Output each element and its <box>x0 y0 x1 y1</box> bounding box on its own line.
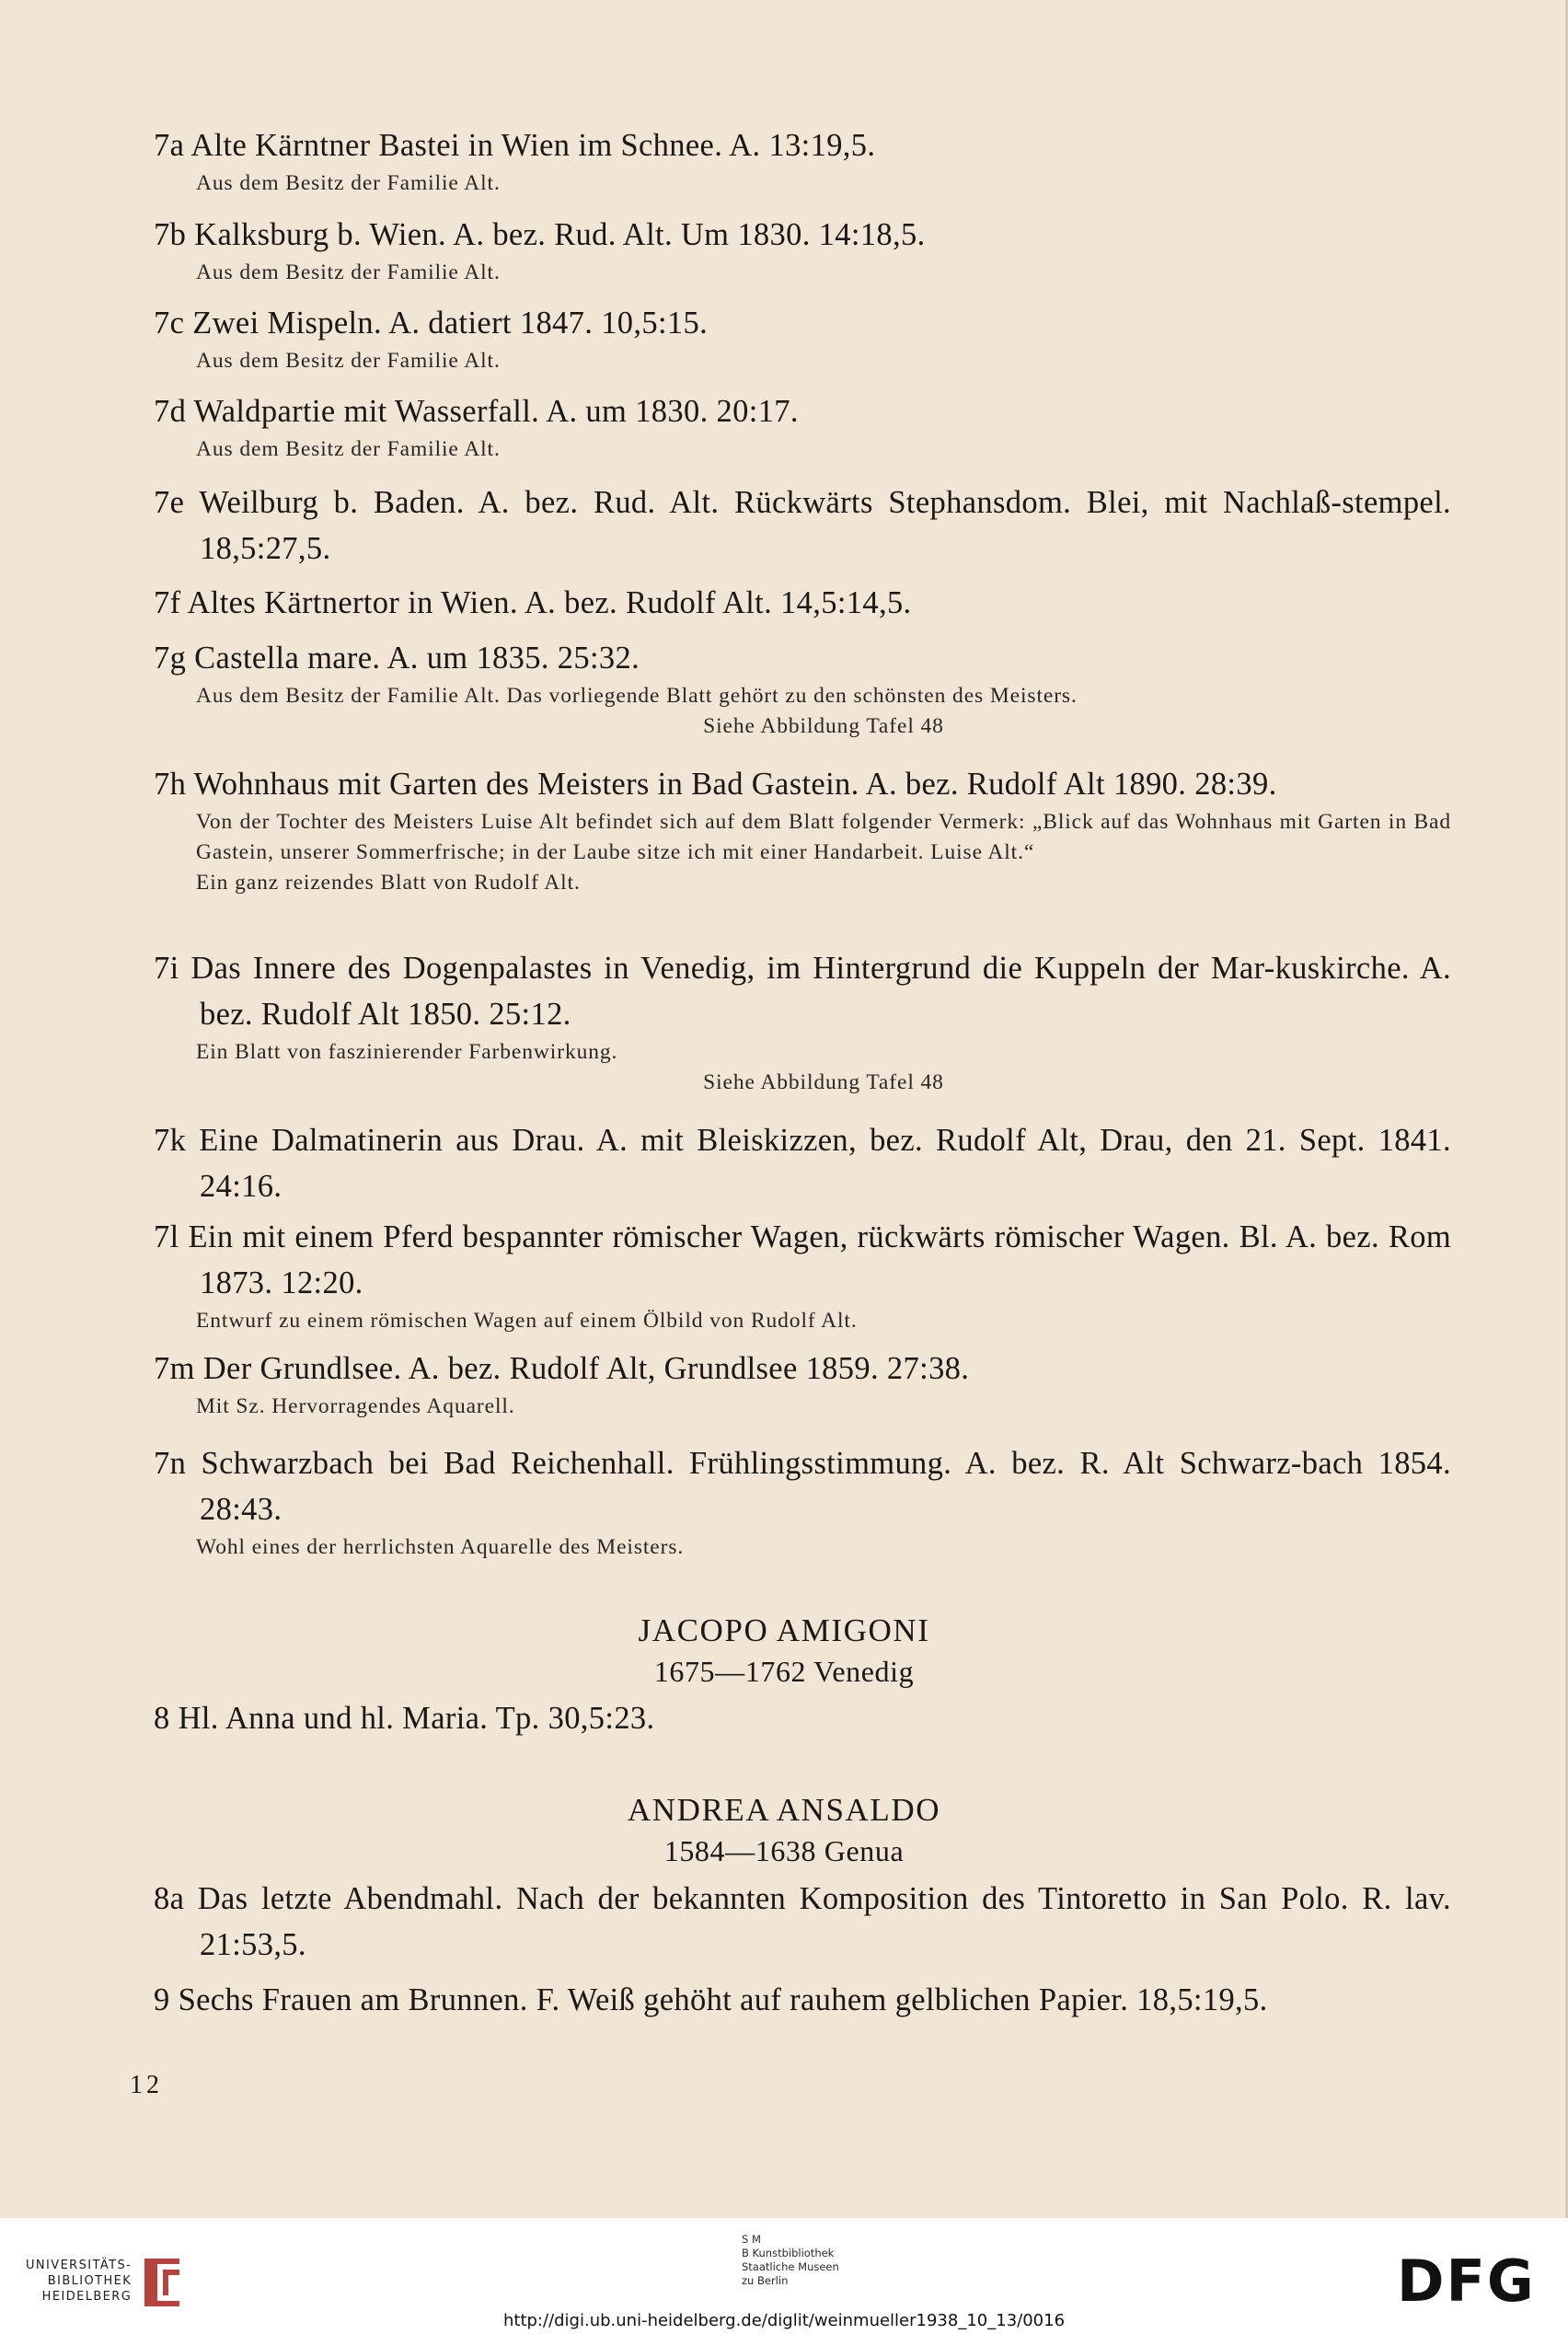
page-number: 12 <box>130 2071 163 2099</box>
entry-title: 7n Schwarzbach bei Bad Reichenhall. Frühlingsstimmung. A. bez. R. Alt Schwarz-bach 1854. 28:43. <box>154 1446 1451 1527</box>
entry-title: 7e Weilburg b. Baden. A. bez. Rud. Alt. Rückwärts Stephansdom. Blei, mit Nachlaß-stempel. 18,5:27,5. <box>154 485 1451 566</box>
entry-note: Aus dem Besitz der Familie Alt. <box>196 349 501 373</box>
university-library-logo <box>26 2255 185 2306</box>
plate-reference: Siehe Abbildung Tafel 48 <box>703 1070 944 1094</box>
catalog-entry <box>154 1440 1451 1563</box>
entry-note: Aus dem Besitz der Familie Alt. <box>196 260 501 284</box>
catalog-entry <box>154 1695 1451 1741</box>
entry-title: 7c Zwei Mispeln. A. datiert 1847. 10,5:15. <box>154 306 709 341</box>
plate-reference: Siehe Abbildung Tafel 48 <box>703 714 944 738</box>
entry-title: 7m Der Grundlsee. A. bez. Rudolf Alt, Grundlsee 1859. 27:38. <box>154 1351 970 1386</box>
entry-note: Aus dem Besitz der Familie Alt. Das vorliegende Blatt gehört zu den schönsten des Meisters. <box>196 684 1078 708</box>
entry-title: 7a Alte Kärntner Bastei in Wien im Schnee. A. 13:19,5. <box>154 128 876 163</box>
artist-name: JACOPO AMIGONI <box>638 1612 930 1648</box>
catalog-entry <box>154 212 1451 288</box>
entry-note: Ein ganz reizendes Blatt von Rudolf Alt. <box>196 871 581 895</box>
entry-note: Mit Sz. Hervorragendes Aquarell. <box>196 1394 515 1418</box>
entry-note: Entwurf zu einem römischen Wagen auf einem Ölbild von Rudolf Alt. <box>196 1309 858 1333</box>
footer-bar <box>0 2218 1568 2334</box>
entry-note: Aus dem Besitz der Familie Alt. <box>196 171 501 195</box>
catalog-entry <box>154 122 1451 199</box>
entry-note: Wohl eines der herrlichsten Aquarelle des Meisters. <box>196 1535 685 1559</box>
kunstbibliothek-logo: S M B Kunstbibliothek Staatliche Museen zu Berlin <box>742 2233 839 2287</box>
catalog-entry <box>154 1117 1451 1209</box>
entry-title: 9 Sechs Frauen am Brunnen. F. Weiß gehöht auf rauhem gelblichen Papier. 18,5:19,5. <box>154 1982 1268 2017</box>
university-name: UNIVERSITÄTS- BIBLIOTHEK HEIDELBERG <box>26 2258 133 2304</box>
entry-title: 7b Kalksburg b. Wien. A. bez. Rud. Alt. Um 1830. 14:18,5. <box>154 217 926 252</box>
artist-heading <box>0 1790 1568 1871</box>
artist-name: ANDREA ANSALDO <box>627 1792 941 1828</box>
entry-title: 7i Das Innere des Dogenpalastes in Venedig, im Hintergrund die Kuppeln der Mar-kuskirche. A. bez. Rudolf Alt 1850. 25:12. <box>154 951 1451 1032</box>
catalog-entry <box>154 1977 1451 2023</box>
catalog-entry <box>154 480 1451 572</box>
catalog-entry <box>154 761 1451 898</box>
entry-note: Von der Tochter des Meisters Luise Alt befindet sich auf dem Blatt folgender Vermerk: „Blick auf das Wohnhaus mit Garten in Bad Gastein, unserer Sommerfrische; in der Laube sitze ich mit einer Handarbeit. Luise Alt.“ <box>196 810 1451 864</box>
entry-title: 7f Altes Kärtnertor in Wien. A. bez. Rudolf Alt. 14,5:14,5. <box>154 585 912 620</box>
entry-title: 7d Waldpartie mit Wasserfall. A. um 1830. 20:17. <box>154 394 799 429</box>
catalog-entry <box>154 300 1451 376</box>
catalog-entry <box>154 580 1451 626</box>
catalog-entry <box>154 635 1451 742</box>
entry-title: 7l Ein mit einem Pferd bespannter römischer Wagen, rückwärts römischer Wagen. Bl. A. bez. Rom 1873. 12:20. <box>154 1219 1451 1300</box>
entry-note: Aus dem Besitz der Familie Alt. <box>196 437 501 461</box>
entry-note: Ein Blatt von faszinierender Farbenwirkung. <box>196 1040 618 1064</box>
entry-title: 8 Hl. Anna und hl. Maria. Tp. 30,5:23. <box>154 1701 655 1736</box>
catalog-entry <box>154 1214 1451 1336</box>
artist-dates: 1584—1638 Genua <box>663 1834 905 1867</box>
entry-title: 7h Wohnhaus mit Garten des Meisters in Bad Gastein. A. bez. Rudolf Alt 1890. 28:39. <box>154 767 1277 802</box>
source-url[interactable]: http://digi.ub.uni-heidelberg.de/diglit/weinmueller1938_10_13/0016 <box>502 2311 1066 2330</box>
library-emblem-icon <box>139 2255 185 2306</box>
dfg-logo: DFG <box>1397 2247 1536 2315</box>
catalog-entry <box>154 1346 1451 1422</box>
catalog-entry <box>154 1876 1451 1968</box>
catalog-entry <box>154 945 1451 1098</box>
artist-heading <box>0 1611 1568 1692</box>
artist-dates: 1675—1762 Venedig <box>653 1655 915 1688</box>
entry-title: 8a Das letzte Abendmahl. Nach der bekannten Komposition des Tintoretto in San Polo. R. lav. 21:53,5. <box>154 1881 1451 1962</box>
entry-title: 7k Eine Dalmatinerin aus Drau. A. mit Bleiskizzen, bez. Rudolf Alt, Drau, den 21. Sept. 1841. 24:16. <box>154 1123 1451 1204</box>
catalog-entry <box>154 388 1451 465</box>
entry-title: 7g Castella mare. A. um 1835. 25:32. <box>154 641 640 676</box>
